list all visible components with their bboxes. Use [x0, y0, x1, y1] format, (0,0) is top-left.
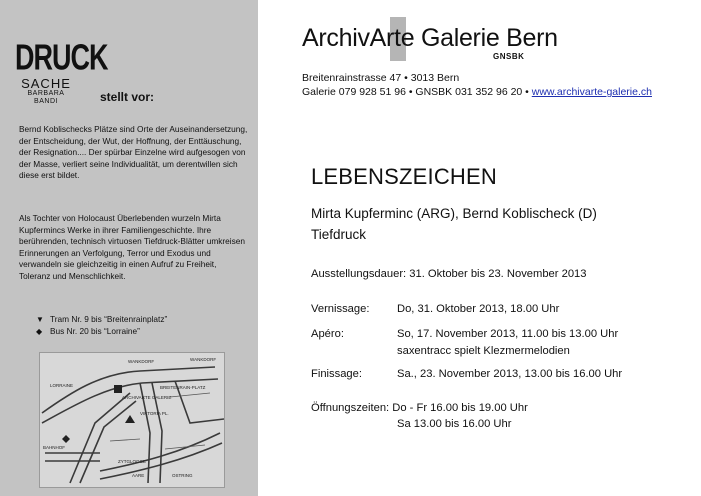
artists-line: Mirta Kupferminc (ARG), Bernd Koblischeck (D) [311, 206, 597, 221]
map-label-ostring: OSTRING [172, 473, 193, 478]
tram-marker-icon: ▼ [36, 315, 44, 324]
map-label-bahnhof: BAHNHOF [43, 445, 66, 450]
tram-stop-icon [125, 415, 135, 423]
bus-text: Bus Nr. 20 bis “Lorraine” [50, 326, 140, 336]
logo-sache: SACHE [21, 76, 71, 91]
map-label-wankdorf-1: WANKDORF [128, 359, 155, 364]
medium-line: Tiefdruck [311, 227, 367, 242]
apero-note: saxentracc spielt Klezmermelodien [397, 345, 570, 357]
bus-info [36, 326, 140, 337]
opening-hours-saturday: Sa 13.00 bis 16.00 Uhr [397, 418, 512, 430]
gallery-contact [302, 86, 652, 98]
exhibition-title: LEBENSZEICHEN [311, 164, 497, 189]
galerie-marker [114, 385, 122, 393]
logo-name: BARBARA BANDI [27, 90, 65, 105]
right-panel [258, 0, 701, 496]
map-label-aare: AARE [132, 473, 145, 478]
presents-label: stellt vor: [100, 90, 155, 104]
gallery-name: ArchivArte Galerie Bern [302, 24, 558, 52]
map-label-breitenrain: BREITENRAIN-PLATZ [160, 385, 206, 390]
map-label-wankdorf-2: WANKDORF [190, 357, 217, 362]
tram-info [36, 314, 167, 325]
apero-value: So, 17. November 2013, 11.00 bis 13.00 Uhr [397, 328, 619, 340]
kupferminc-paragraph: Als Tochter von Holocaust Überlebenden wurzeln Mirta Kupfermincs Werke in ihrer Familiengeschichte. Ihre berührenden, technisch virtuosen Tiefdruck-Blätter umkreisen Erinnerungen an Verfolgung, Terror und Exodus und verwandeln sie gleichzeitig in einen Aufruf zu Freiheit, Toleranz und Menschlichkeit. [19, 213, 245, 281]
koblischeck-paragraph: Bernd Koblischecks Plätze sind Orte der Auseinandersetzung, der Entscheidung, der Wut, der Hoffnung, der Enttäuschung, der Resignation.... Der spürbar Einzelne wird aufgesogen von der Masse, verliert seine Individualität, um derentwillen sich diese erst bildet. [19, 124, 248, 180]
bus-stop-icon [62, 435, 70, 443]
apero-label: Apéro: [311, 328, 344, 340]
druck-sache-logo [15, 37, 108, 106]
location-map [39, 352, 225, 488]
vernissage-value: Do, 31. Oktober 2013, 18.00 Uhr [397, 303, 560, 315]
left-panel [0, 0, 258, 496]
gallery-subtitle: GNSBK [493, 52, 525, 61]
map-label-lorraine: LORRAINE [50, 383, 74, 388]
exhibition-duration: Ausstellungsdauer: 31. Oktober bis 23. November 2013 [311, 268, 587, 280]
phone-numbers: Galerie 079 928 51 96 • GNSBK 031 352 96 20 • [302, 86, 532, 98]
tram-text: Tram Nr. 9 bis “Breitenrainplatz” [50, 314, 168, 324]
map-label-viktoria: VIKTORIA PL. [140, 411, 169, 416]
bus-marker-icon: ◆ [36, 327, 43, 336]
finissage-label: Finissage: [311, 368, 362, 380]
website-link[interactable]: www.archivarte-galerie.ch [531, 86, 652, 98]
map-drawing [40, 353, 224, 487]
map-label-galerie: ARCHIVARTE GALERIE [122, 395, 172, 400]
gallery-address: Breitenrainstrasse 47 • 3013 Bern [302, 72, 460, 84]
finissage-value: Sa., 23. November 2013, 13.00 bis 16.00 Uhr [397, 368, 623, 380]
vernissage-label: Vernissage: [311, 303, 370, 315]
logo-druck: DRUCK [15, 37, 108, 78]
opening-hours: Öffnungszeiten: Do - Fr 16.00 bis 19.00 Uhr [311, 402, 528, 414]
map-label-zytglogge: ZYTGLOGGE [118, 459, 147, 464]
